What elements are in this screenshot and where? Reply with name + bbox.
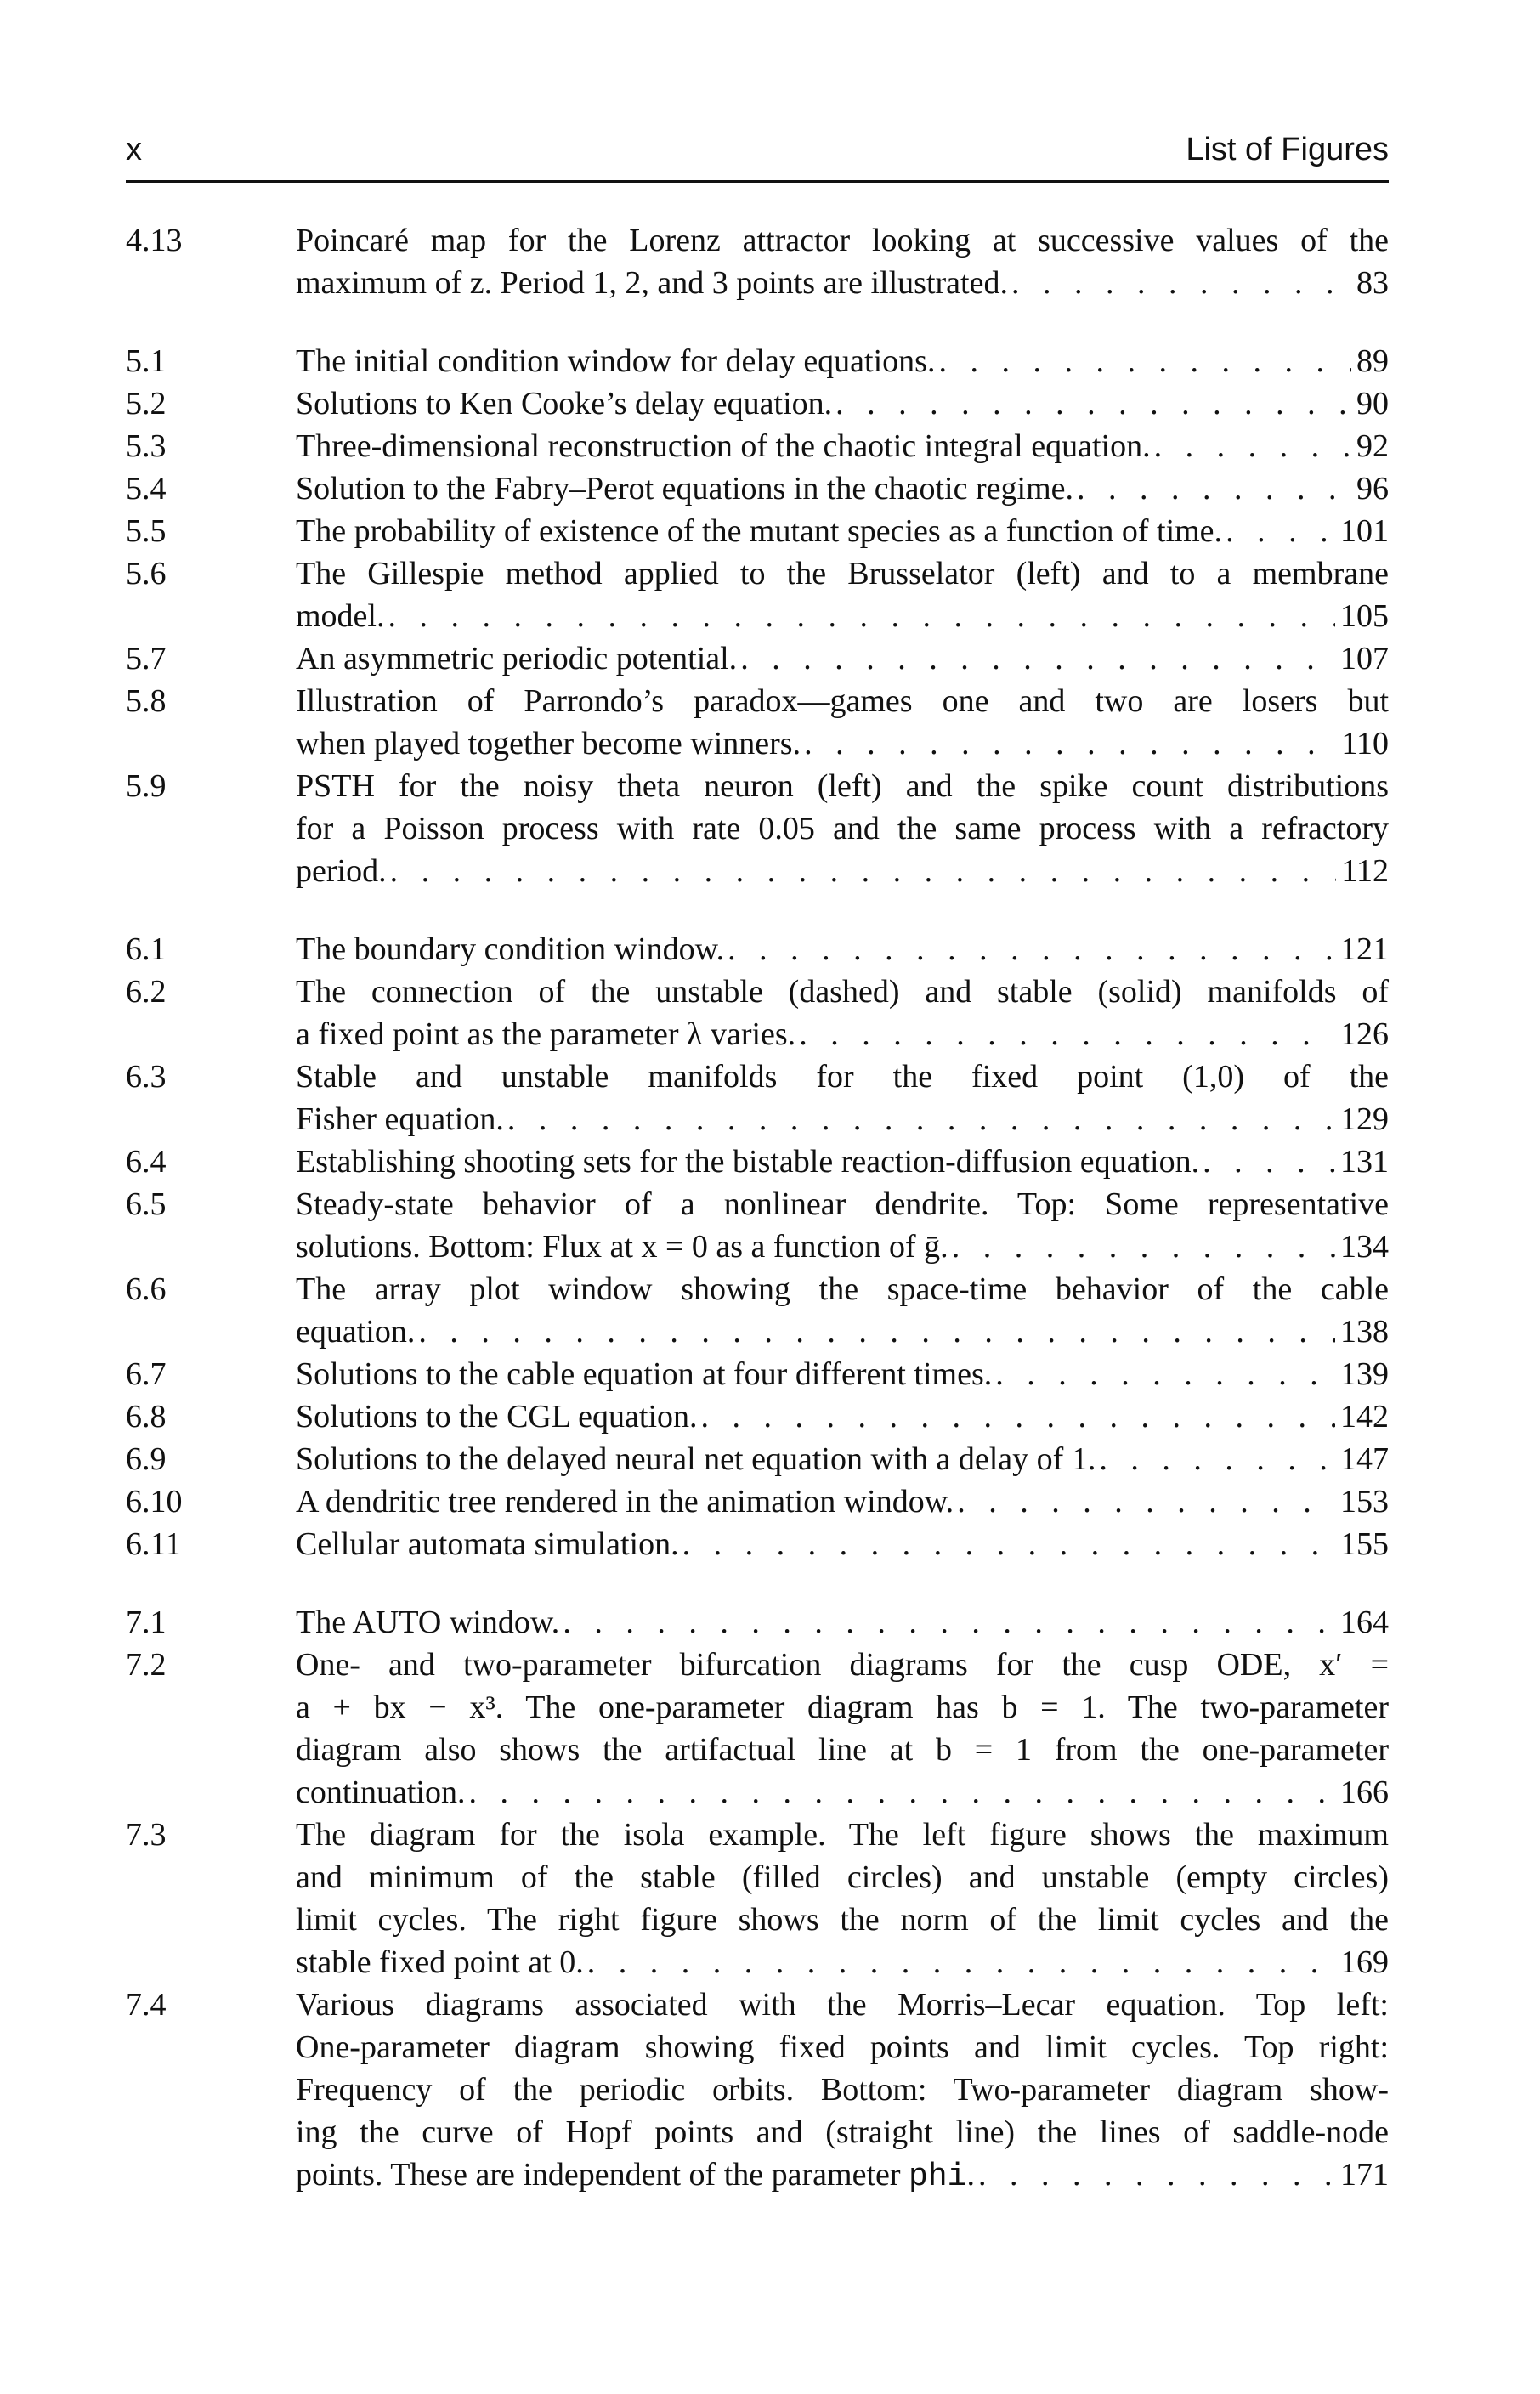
page-ref[interactable]: 107: [1340, 641, 1389, 676]
caption-text: Fisher equation.: [296, 1101, 504, 1137]
caption-line: [296, 1941, 1389, 1984]
list-entry[interactable]: [126, 1480, 1389, 1523]
dot-leader: [954, 1480, 1335, 1523]
caption-text: a fixed point as the parameter λ varies.: [296, 1016, 796, 1052]
caption-line: [296, 1013, 1389, 1056]
list-entry[interactable]: [126, 680, 1389, 765]
figure-number: 6.10: [126, 1484, 183, 1520]
dot-leader: [1096, 1438, 1335, 1480]
list-entry[interactable]: [126, 1523, 1389, 1565]
figure-number: 6.9: [126, 1441, 167, 1477]
caption-text: Solutions to the delayed neural net equation with a delay of 1.: [296, 1441, 1096, 1477]
figure-number: 4.13: [126, 223, 183, 258]
caption-text: diagram also shows the artifactual line at b = 1 from the one-parameter: [296, 1732, 1389, 1768]
list-entry[interactable]: [126, 425, 1389, 467]
list-entry[interactable]: [126, 1984, 1389, 2199]
caption-text: The boundary condition window.: [296, 931, 725, 967]
page-ref[interactable]: 110: [1341, 726, 1389, 761]
figure-number: 7.4: [126, 1987, 167, 2023]
figure-caption: [296, 1438, 1389, 1480]
caption-text: Frequency of the periodic orbits. Bottom: Two-parameter diagram show-: [296, 2072, 1389, 2108]
caption-line: [296, 1353, 1389, 1395]
page-ref[interactable]: 169: [1340, 1944, 1389, 1980]
figure-caption: [296, 1480, 1389, 1523]
page-ref[interactable]: 153: [1340, 1484, 1389, 1520]
figure-caption: [296, 928, 1389, 971]
caption-text: Cellular automata simulation.: [296, 1526, 679, 1562]
caption-text: Solutions to Ken Cooke’s delay equation.: [296, 386, 833, 422]
page-ref[interactable]: 171: [1340, 2157, 1389, 2193]
caption-text: Solutions to the cable equation at four different times.: [296, 1356, 993, 1392]
caption-text: a + bx − x³. The one-parameter diagram has b = 1. The two-parameter: [296, 1689, 1389, 1725]
caption-line: [296, 1098, 1389, 1140]
dot-leader: [679, 1523, 1335, 1565]
caption-line: [296, 2153, 1389, 2199]
page-ref[interactable]: 126: [1340, 1016, 1389, 1052]
caption-text: Solution to the Fabry–Perot equations in the chaotic regime.: [296, 471, 1073, 507]
figure-caption: [296, 467, 1389, 510]
list-entry[interactable]: [126, 1644, 1389, 1814]
dot-leader: [1222, 510, 1335, 552]
caption-text: maximum of z. Period 1, 2, and 3 points are illustrated.: [296, 265, 1008, 301]
list-entry[interactable]: [126, 1140, 1389, 1183]
dot-leader: [698, 1395, 1335, 1438]
caption-line: [296, 595, 1389, 637]
dot-leader: [992, 1353, 1335, 1395]
caption-line: [296, 1856, 1389, 1899]
caption-text: Steady-state behavior of a nonlinear dendrite. Top: Some representative: [296, 1186, 1389, 1222]
list-entry[interactable]: [126, 219, 1389, 304]
page-ref[interactable]: 92: [1356, 428, 1389, 464]
figure-caption: [296, 1644, 1389, 1814]
dot-leader: [584, 1941, 1335, 1984]
page-ref[interactable]: 90: [1356, 386, 1389, 422]
page-ref[interactable]: 164: [1340, 1604, 1389, 1640]
caption-text: when played together become winners.: [296, 726, 801, 761]
figure-number: 6.4: [126, 1144, 167, 1180]
dot-leader: [724, 928, 1335, 971]
caption-line: [296, 1644, 1389, 1686]
list-entry[interactable]: [126, 340, 1389, 382]
figure-number: 5.6: [126, 556, 167, 591]
caption-text: Various diagrams associated with the Morris–Lecar equation. Top left:: [296, 1987, 1389, 2023]
figure-caption: [296, 510, 1389, 552]
caption-line: [296, 340, 1389, 382]
caption-line: [296, 1984, 1389, 2026]
caption-line: [296, 807, 1389, 850]
running-header: [126, 119, 1389, 183]
list-entry[interactable]: [126, 765, 1389, 892]
chapter-group: [126, 219, 1389, 304]
figure-caption: [296, 1183, 1389, 1268]
caption-line: [296, 1729, 1389, 1771]
caption-text: The probability of existence of the mutant species as a function of time.: [296, 513, 1223, 549]
chapter-group: [126, 340, 1389, 892]
list-entry[interactable]: [126, 467, 1389, 510]
page-ref[interactable]: 134: [1340, 1229, 1389, 1265]
page-ref[interactable]: 131: [1340, 1144, 1389, 1180]
dot-leader: [795, 1013, 1335, 1056]
caption-text: The initial condition window for delay equations.: [296, 343, 936, 379]
page-ref[interactable]: 121: [1340, 931, 1389, 967]
figure-caption: [296, 219, 1389, 304]
figure-caption: [296, 1601, 1389, 1644]
figure-caption: [296, 1984, 1389, 2199]
caption-text: A dendritic tree rendered in the animation window.: [296, 1484, 954, 1520]
figure-number: 6.2: [126, 974, 167, 1010]
caption-text: Illustration of Parrondo’s paradox—games one and two are losers but: [296, 683, 1389, 719]
caption-line: [296, 1814, 1389, 1856]
page-ref[interactable]: 129: [1340, 1101, 1389, 1137]
caption-line: [296, 1771, 1389, 1814]
caption-text: points. These are independent of the parameter phi.: [296, 2157, 975, 2195]
list-entry[interactable]: [126, 1395, 1389, 1438]
caption-line: [296, 1183, 1389, 1225]
chapter-group: [126, 928, 1389, 1565]
figure-caption: [296, 1056, 1389, 1140]
figure-caption: [296, 340, 1389, 382]
page-ref[interactable]: 139: [1340, 1356, 1389, 1392]
dot-leader: [801, 722, 1336, 765]
page-ref[interactable]: 83: [1356, 265, 1389, 301]
dot-leader: [737, 637, 1335, 680]
caption-text: The connection of the unstable (dashed) and stable (solid) manifolds of: [296, 974, 1389, 1010]
page-ref[interactable]: 166: [1340, 1774, 1389, 1810]
figure-caption: [296, 552, 1389, 637]
caption-line: [296, 928, 1389, 971]
figure-number: 7.1: [126, 1604, 167, 1640]
caption-text: An asymmetric periodic potential.: [296, 641, 738, 676]
caption-text: equation.: [296, 1314, 416, 1350]
figure-caption: [296, 971, 1389, 1056]
caption-text: The AUTO window.: [296, 1604, 560, 1640]
caption-text: The array plot window showing the space-time behavior of the cable: [296, 1271, 1389, 1307]
caption-line: [296, 1899, 1389, 1941]
figure-number: 5.9: [126, 768, 167, 804]
page-ref[interactable]: 96: [1356, 471, 1389, 507]
caption-text: The diagram for the isola example. The left figure shows the maximum: [296, 1817, 1389, 1853]
figure-number: 6.6: [126, 1271, 167, 1307]
caption-text: solutions. Bottom: Flux at x = 0 as a function of ḡ.: [296, 1229, 948, 1265]
figure-number: 6.8: [126, 1399, 167, 1435]
dot-leader: [1008, 262, 1351, 304]
caption-line: [296, 971, 1389, 1013]
list-entry[interactable]: [126, 510, 1389, 552]
caption-line: [296, 2111, 1389, 2153]
list-entry[interactable]: [126, 1183, 1389, 1268]
dot-leader: [935, 340, 1351, 382]
figure-caption: [296, 1395, 1389, 1438]
dot-leader: [559, 1601, 1335, 1644]
figure-caption: [296, 425, 1389, 467]
figure-caption: [296, 765, 1389, 892]
caption-text: and minimum of the stable (filled circles) and unstable (empty circles): [296, 1859, 1389, 1895]
caption-line: [296, 1056, 1389, 1098]
caption-line: [296, 262, 1389, 304]
caption-text: period.: [296, 853, 387, 889]
caption-line: [296, 467, 1389, 510]
figure-number: 7.2: [126, 1647, 167, 1683]
figure-number: 6.1: [126, 931, 167, 967]
caption-text: continuation.: [296, 1774, 466, 1810]
figure-number: 5.2: [126, 386, 167, 422]
list-entry[interactable]: [126, 1268, 1389, 1353]
figure-caption: [296, 1523, 1389, 1565]
figure-number: 5.8: [126, 683, 167, 719]
caption-text: Poincaré map for the Lorenz attractor looking at successive values of the: [296, 223, 1389, 258]
caption-text: The Gillespie method applied to the Brusselator (left) and to a membrane: [296, 556, 1389, 591]
page-ref[interactable]: 112: [1341, 853, 1389, 889]
figure-number: 6.5: [126, 1186, 167, 1222]
dot-leader: [504, 1098, 1335, 1140]
caption-line: [296, 1601, 1389, 1644]
caption-line: [296, 1268, 1389, 1310]
caption-text: stable fixed point at 0.: [296, 1944, 584, 1980]
dot-leader: [465, 1771, 1335, 1814]
caption-text: for a Poisson process with rate 0.05 and the same process with a refractory: [296, 811, 1389, 846]
dot-leader: [975, 2153, 1335, 2196]
dot-leader: [415, 1310, 1335, 1353]
dot-leader: [387, 850, 1337, 892]
caption-line: [296, 219, 1389, 262]
figure-list: [126, 219, 1389, 2234]
list-entry[interactable]: [126, 382, 1389, 425]
caption-line: [296, 1225, 1389, 1268]
caption-text: One-parameter diagram showing fixed points and limit cycles. Top right:: [296, 2029, 1389, 2065]
caption-line: [296, 382, 1389, 425]
list-entry[interactable]: [126, 1601, 1389, 1644]
figure-caption: [296, 1140, 1389, 1183]
caption-line: [296, 2069, 1389, 2111]
page-ref[interactable]: 89: [1356, 343, 1389, 379]
caption-line: [296, 1480, 1389, 1523]
chapter-group: [126, 1601, 1389, 2199]
dot-leader: [384, 595, 1335, 637]
caption-line: [296, 1686, 1389, 1729]
caption-line: [296, 1395, 1389, 1438]
caption-text: Solutions to the CGL equation.: [296, 1399, 698, 1435]
figure-number: 6.11: [126, 1526, 182, 1562]
caption-line: [296, 510, 1389, 552]
page-ref[interactable]: 138: [1340, 1314, 1389, 1350]
dot-leader: [1151, 425, 1351, 467]
caption-text: model.: [296, 598, 385, 634]
list-entry[interactable]: [126, 1353, 1389, 1395]
figure-number: 6.7: [126, 1356, 167, 1392]
page-ref[interactable]: 147: [1340, 1441, 1389, 1477]
figure-number: 5.5: [126, 513, 167, 549]
caption-line: [296, 1523, 1389, 1565]
list-entry[interactable]: [126, 1056, 1389, 1140]
caption-line: [296, 425, 1389, 467]
list-entry[interactable]: [126, 928, 1389, 971]
figure-caption: [296, 637, 1389, 680]
caption-text: Establishing shooting sets for the bistable reaction-diffusion equation.: [296, 1144, 1200, 1180]
caption-line: [296, 680, 1389, 722]
code-term: phi: [909, 2159, 967, 2195]
list-entry[interactable]: [126, 637, 1389, 680]
caption-line: [296, 1140, 1389, 1183]
caption-text: PSTH for the noisy theta neuron (left) and the spike count distributions: [296, 768, 1389, 804]
page-ref[interactable]: 142: [1340, 1399, 1389, 1435]
figure-caption: [296, 1814, 1389, 1984]
figure-number: 5.1: [126, 343, 167, 379]
figure-number: 5.7: [126, 641, 167, 676]
caption-line: [296, 850, 1389, 892]
caption-line: [296, 552, 1389, 595]
caption-line: [296, 765, 1389, 807]
caption-line: [296, 1438, 1389, 1480]
caption-line: [296, 722, 1389, 765]
figure-number: 7.3: [126, 1817, 167, 1853]
page-ref[interactable]: 155: [1340, 1526, 1389, 1562]
list-entry[interactable]: [126, 971, 1389, 1056]
figure-number: 5.3: [126, 428, 167, 464]
list-entry[interactable]: [126, 1814, 1389, 1984]
dot-leader: [1199, 1140, 1335, 1183]
dot-leader: [832, 382, 1351, 425]
dot-leader: [948, 1225, 1335, 1268]
list-entry[interactable]: [126, 552, 1389, 637]
caption-text: Three-dimensional reconstruction of the chaotic integral equation.: [296, 428, 1151, 464]
caption-text: limit cycles. The right figure shows the norm of the limit cycles and the: [296, 1902, 1389, 1938]
figure-caption: [296, 1353, 1389, 1395]
figure-number: 5.4: [126, 471, 167, 507]
caption-text: Stable and unstable manifolds for the fixed point (1,0) of the: [296, 1059, 1389, 1095]
figure-caption: [296, 1268, 1389, 1353]
caption-line: [296, 2026, 1389, 2069]
page-number: x: [126, 132, 142, 167]
dot-leader: [1073, 467, 1351, 510]
page-ref[interactable]: 101: [1340, 513, 1389, 549]
page-ref[interactable]: 105: [1340, 598, 1389, 634]
figure-caption: [296, 382, 1389, 425]
running-title: List of Figures: [1186, 132, 1389, 167]
caption-line: [296, 637, 1389, 680]
figure-number: 6.3: [126, 1059, 167, 1095]
caption-text: One- and two-parameter bifurcation diagrams for the cusp ODE, x′ =: [296, 1647, 1389, 1683]
caption-text: ing the curve of Hopf points and (straight line) the lines of saddle-node: [296, 2114, 1389, 2150]
caption-line: [296, 1310, 1389, 1353]
figure-caption: [296, 680, 1389, 765]
list-entry[interactable]: [126, 1438, 1389, 1480]
